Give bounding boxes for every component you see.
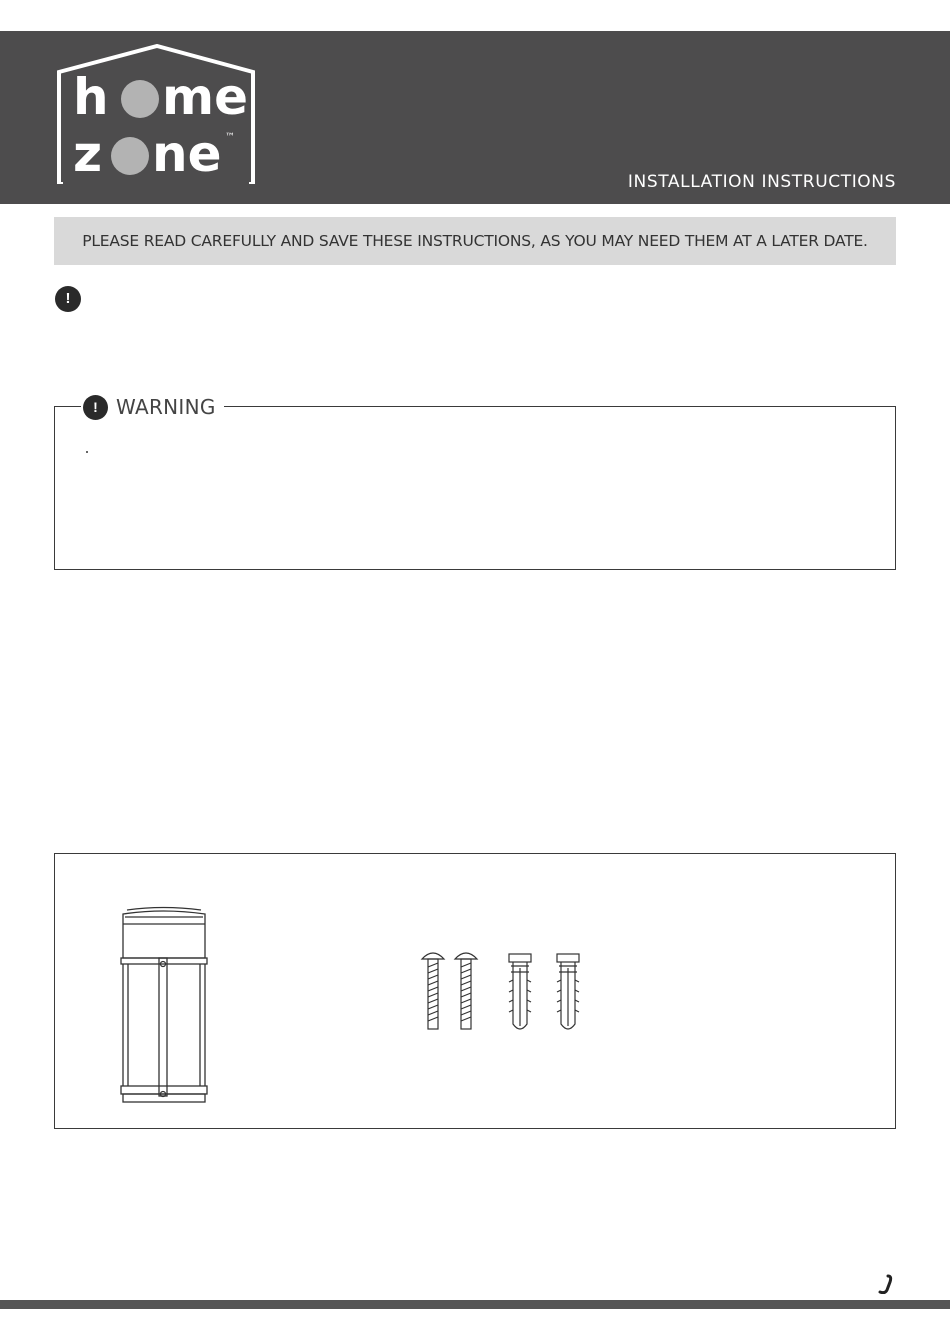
footer-bar bbox=[0, 1300, 950, 1309]
home-zone-logo bbox=[55, 44, 260, 184]
screws-drawing bbox=[419, 949, 479, 1034]
logo-text-h: h bbox=[73, 68, 109, 126]
logo-trademark: ™ bbox=[225, 132, 235, 143]
wall-plugs-drawing bbox=[507, 952, 587, 1036]
logo-circle-o2 bbox=[111, 137, 149, 175]
alert-circle-icon: ! bbox=[55, 286, 81, 312]
logo-text-ne: ne bbox=[152, 125, 222, 183]
header-banner bbox=[0, 31, 950, 204]
warning-legend bbox=[81, 394, 224, 420]
page-title: INSTALLATION INSTRUCTIONS bbox=[627, 172, 896, 192]
warning-label: WARNING bbox=[116, 395, 216, 419]
warning-alert-icon: ! bbox=[83, 395, 108, 420]
stray-dot bbox=[86, 451, 88, 453]
read-notice: PLEASE READ CAREFULLY AND SAVE THESE INSTRUCTIONS, AS YOU MAY NEED THEM AT A LATER DATE. bbox=[54, 217, 896, 265]
logo-circle-o bbox=[121, 80, 159, 118]
phone-icon bbox=[876, 1274, 894, 1294]
logo-text-z: z bbox=[73, 125, 103, 183]
parts-box bbox=[54, 853, 896, 1129]
warning-box bbox=[54, 395, 896, 570]
logo-text-me: me bbox=[162, 68, 249, 126]
wall-light-drawing bbox=[119, 906, 215, 1106]
